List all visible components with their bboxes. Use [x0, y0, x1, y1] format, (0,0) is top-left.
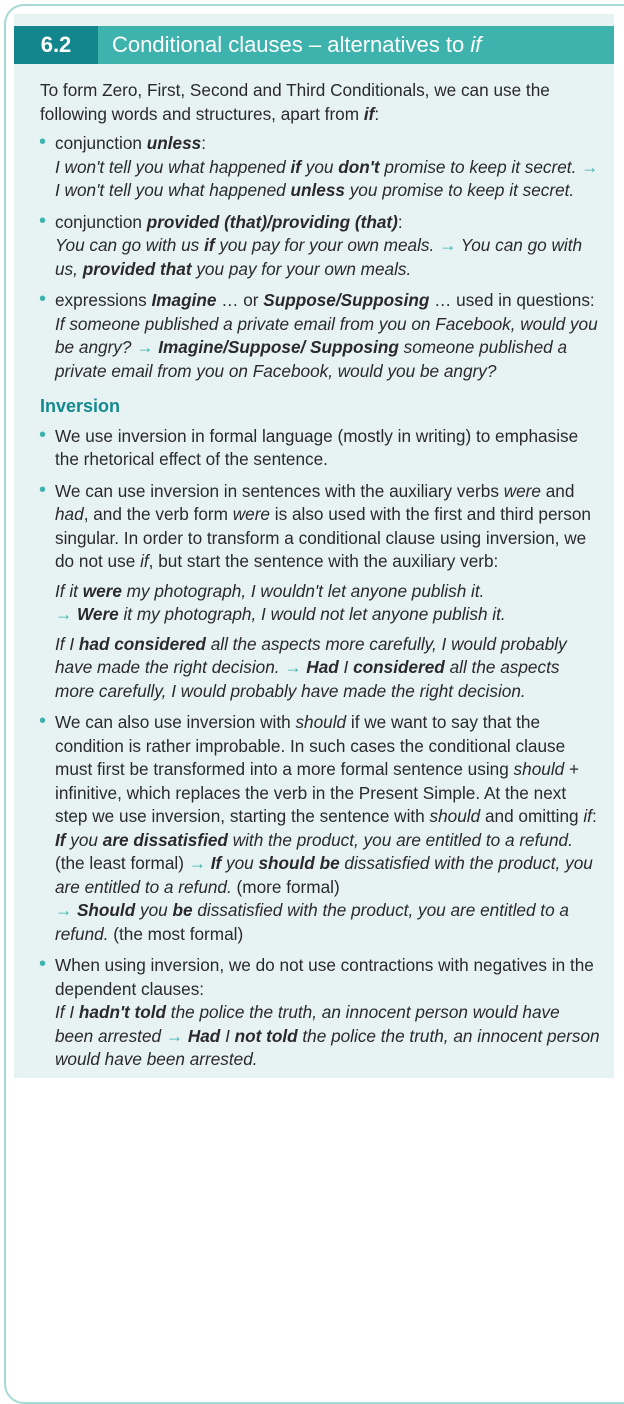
arrow-icon: →: [284, 657, 302, 677]
arrow-icon: →: [136, 337, 154, 357]
list-item-inversion-contractions: • When using inversion, we do not use contractions with negatives in the dependent clauses: If I hadn't told the police the truth, an innocent person would have been arrested → Had I not told the police the truth, an innocent person would have been arrested.: [40, 954, 602, 1072]
list-item-provided: • conjunction provided (that)/providing (that): You can go with us if you pay for your own meals. → You can go with us, provided that you pay for your own meals.: [40, 211, 602, 282]
arrow-icon: →: [55, 900, 73, 920]
example-imagine: If someone published a private email from you on Facebook, would you be angry? → Imagine/Suppose/ Supposing someone published a private email from you on Facebook, would you be angry?: [55, 313, 598, 381]
example-were: If it were my photograph, I wouldn't let anyone publish it. → Were it my photograph, I would not let anyone publish it.: [55, 580, 506, 624]
list-item-inversion-formal: • We use inversion in formal language (mostly in writing) to emphasise the rhetorical effect of the sentence.: [40, 425, 602, 472]
list-item-imagine: • expressions Imagine … or Suppose/Supposing … used in questions: If someone published a private email from you on Facebook, would you be angry? → Imagine/Suppose/ Supposing someone published a private email from you on Facebook, would you be angry?: [40, 289, 602, 383]
list-item-inversion-should: • We can also use inversion with should if we want to say that the condition is rather improbable. In such cases the conditional clause must first be transformed into a more formal sentence using should + infinitive, which replaces the verb in the Present Simple. At the next step we use inversion, starting the sentence with should and omitting if: If you are dissatisfied with the product, you are entitled to a refund. (the least formal) → If you should be dissatisfied with the product, you are entitled to a refund. (more formal) → Should you be dissatisfied with the product, you are entitled to a refund. (the most formal): [40, 711, 602, 946]
arrow-icon: →: [55, 604, 73, 624]
grammar-content: [40, 79, 602, 1072]
example-should: If you are dissatisfied with the product, you are entitled to a refund. (the least formal) → If you should be dissatisfied with the product, you are entitled to a refund. (more formal) → Should you be dissatisfied with the product, you are entitled to a refund. (the most formal): [55, 829, 593, 944]
example-unless: I won't tell you what happened if you don't promise to keep it secret. → I won't tell you what happened unless you promise to keep it secret.: [55, 156, 599, 200]
intro-paragraph: To form Zero, First, Second and Third Conditionals, we can use the following words and structures, apart from if:: [40, 80, 550, 124]
example-contractions: If I hadn't told the police the truth, an innocent person would have been arrested → Had I not told the police the truth, an innocent person would have been arrested.: [55, 1002, 600, 1069]
arrow-icon: →: [165, 1025, 184, 1046]
list-item-unless: • conjunction unless: I won't tell you what happened if you don't promise to keep it secret. → I won't tell you what happened unless you promise to keep it secret.: [40, 132, 602, 203]
arrow-icon: →: [188, 853, 206, 873]
section-number: 6.2: [14, 26, 98, 64]
example-provided: You can go with us if you pay for your own meals. → You can go with us, provided that you pay for your own meals.: [55, 235, 583, 279]
section-header: [14, 26, 614, 64]
arrow-icon: →: [439, 235, 457, 255]
example-had: If I had considered all the aspects more carefully, I would probably have made the right decision. → Had I considered all the aspects more carefully, I would probably have made the right decision.: [55, 633, 567, 701]
section-title: Conditional clauses – alternatives to if: [112, 32, 482, 57]
inversion-heading: Inversion: [40, 396, 121, 416]
arrow-icon: →: [581, 156, 599, 177]
list-item-inversion-auxiliary: • We can use inversion in sentences with the auxiliary verbs were and had, and the verb form were is also used with the first and third person singular. In order to transform a conditional clause using inversion, we do not use if, but start the sentence with the auxiliary verb: If it were my photograph, I wouldn't let anyone publish it. → Were it my photograph, I would not let anyone publish it. If I had considered all the aspects more carefully, I would probably have made the right decision. → Had I considered all the aspects more carefully, I would probably have made the right decision.: [40, 480, 602, 704]
